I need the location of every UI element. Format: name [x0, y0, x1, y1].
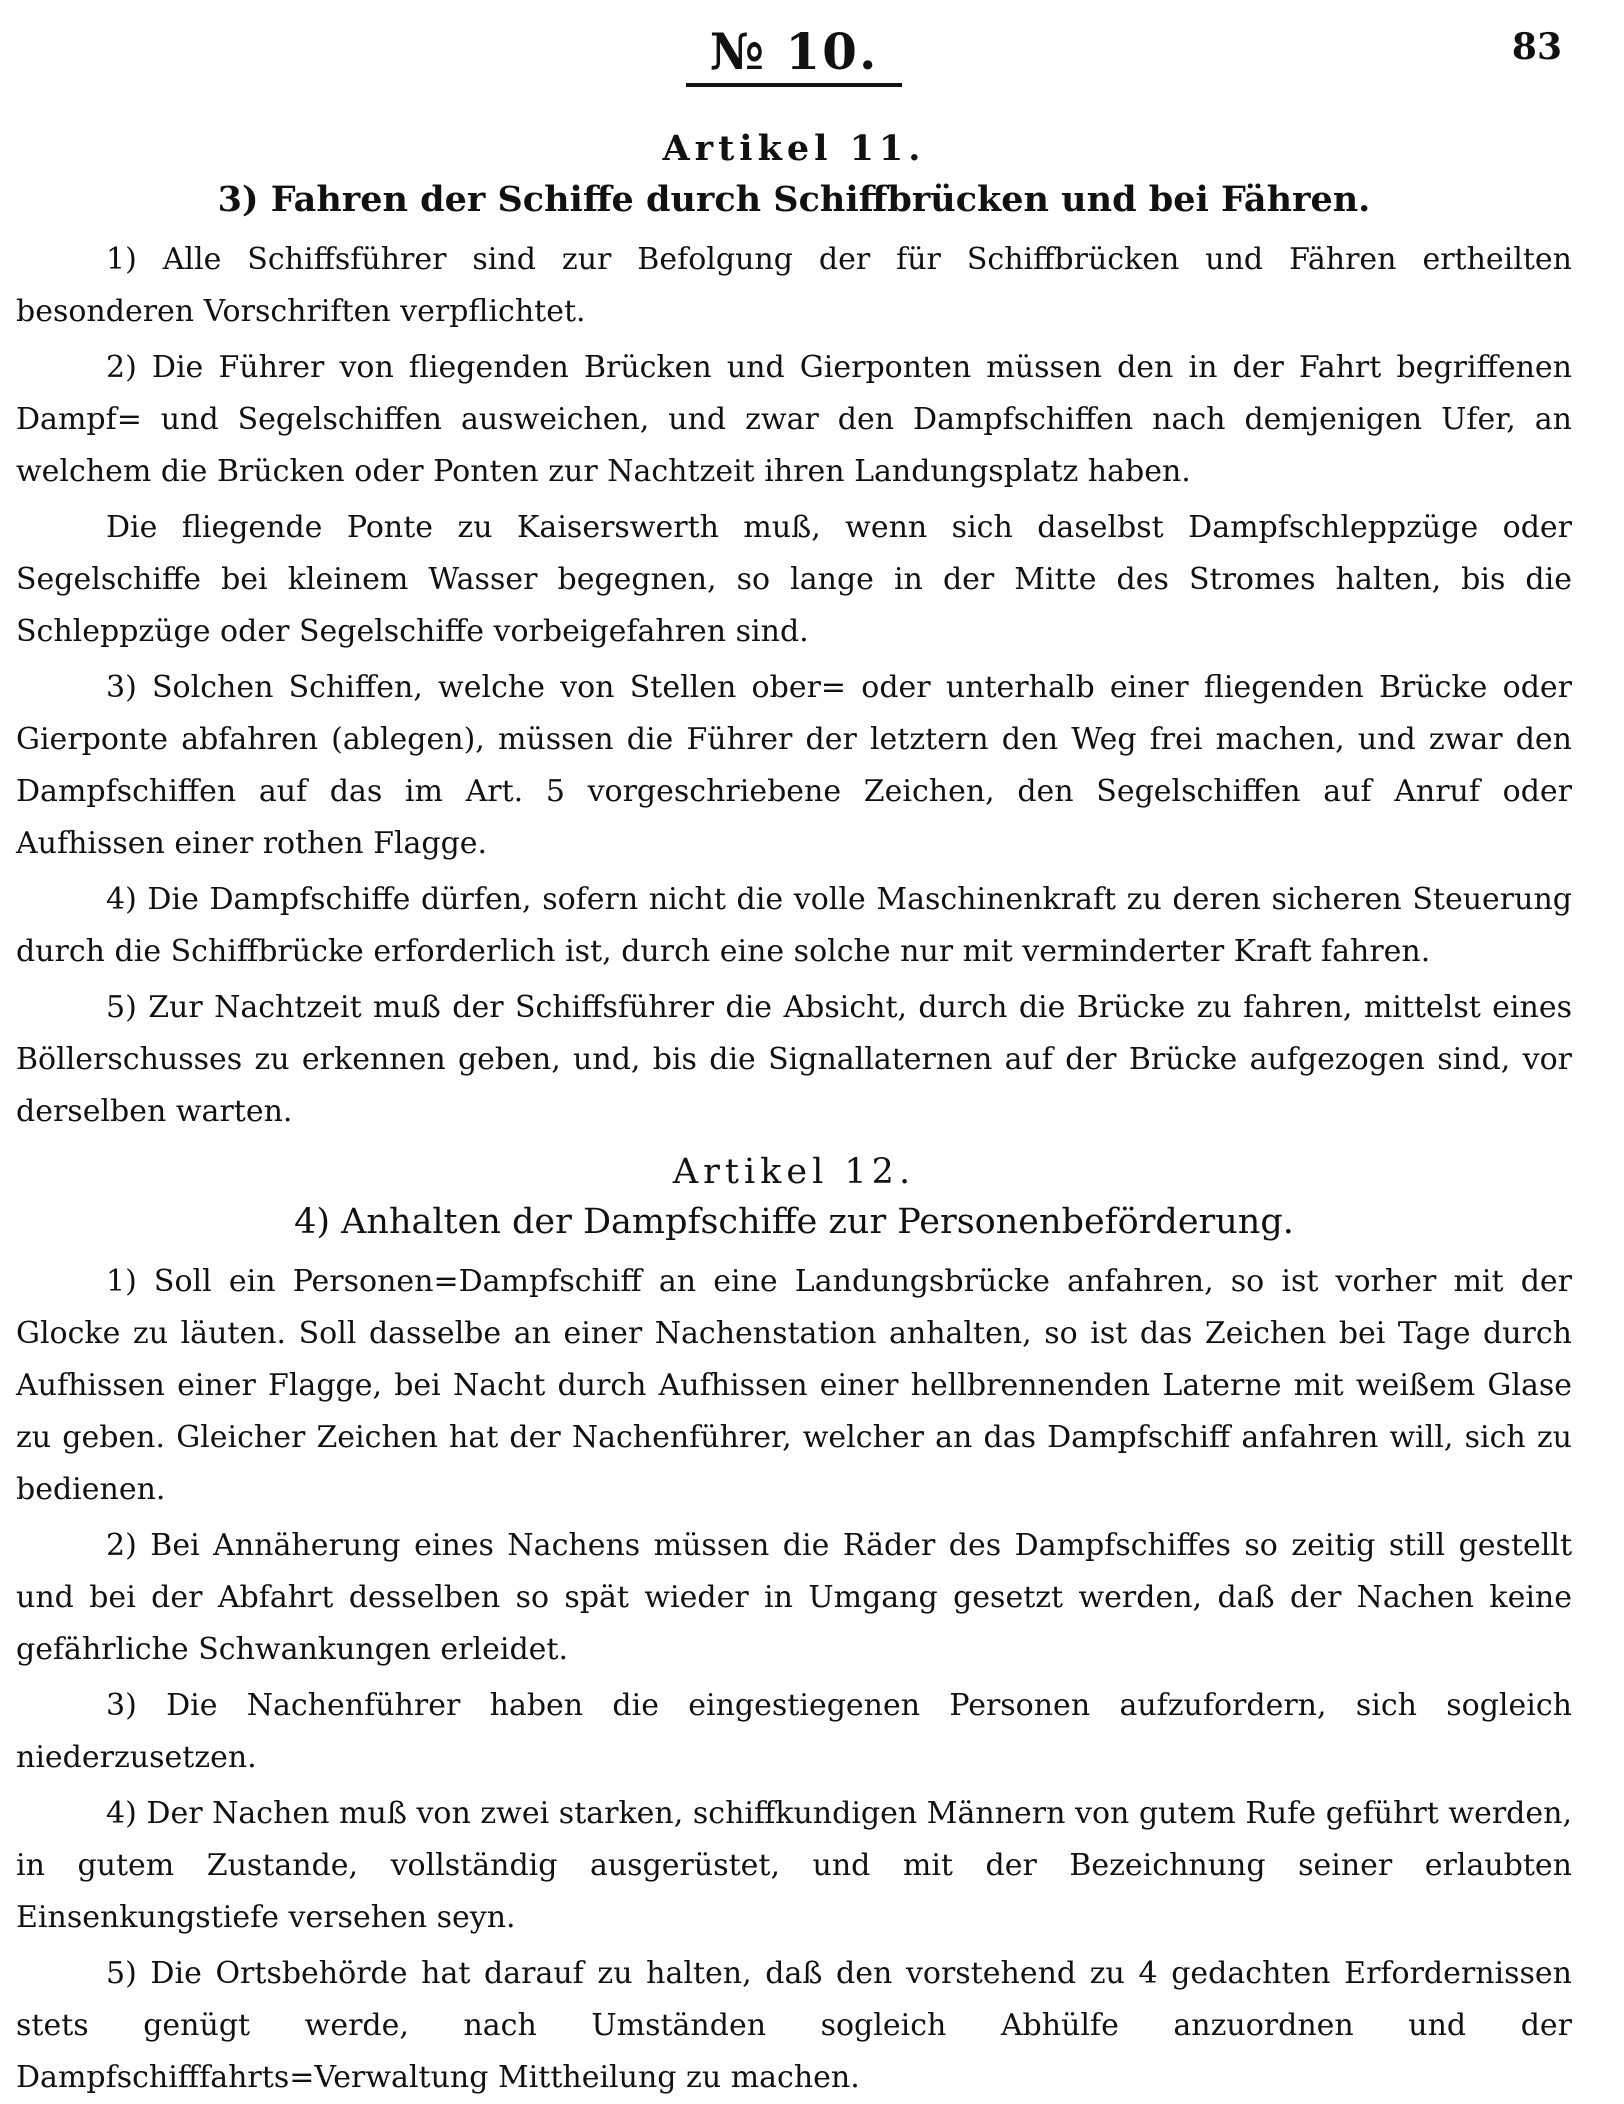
page-number: 83	[1511, 26, 1562, 68]
issue-number: № 10.	[16, 22, 1572, 87]
paragraph: 5) Zur Nachtzeit muß der Schiffsführer die Absicht, durch die Brücke zu fahren, mittelst eines Böllerschusses zu erkennen geben, und, bis die Signallaternen auf der Brücke aufgezogen sind, vor derselben warten.	[16, 990, 1572, 1129]
paragraph: 3) Solchen Schiffen, welche von Stellen ober= oder unterhalb einer fliegenden Brücke oder Gierponte abfahren (ablegen), müssen die Führer der letztern den Weg frei machen, und zwar den Dampfschiffen auf das im Art. 5 vorgeschriebene Zeichen, den Segelschiffen auf Anruf oder Aufhissen einer rothen Flagge.	[16, 670, 1572, 861]
article-title: Artikel 11.	[662, 128, 926, 169]
paragraph: 4) Die Dampfschiffe dürfen, sofern nicht die volle Maschinenkraft zu deren sicheren Steuerung durch die Schiffbrücke erforderlich ist, durch eine solche nur mit verminderter Kraft fahren.	[16, 882, 1572, 969]
paragraph: 1) Soll ein Personen=Dampfschiff an eine Landungsbrücke anfahren, so ist vorher mit der Glocke zu läuten. Soll dasselbe an einer Nachenstation anhalten, so ist das Zeichen bei Tage durch Aufhissen einer Flagge, bei Nacht durch Aufhissen einer hellbrennenden Laterne mit weißem Glase zu geben. Gleicher Zeichen hat der Nachenführer, welcher an das Dampfschiff anfahren will, sich zu bedienen.	[16, 1264, 1572, 1507]
article-title: Artikel 12.	[672, 1152, 916, 1192]
section-heading: 3) Fahren der Schiffe durch Schiffbrücken und bei Fähren.	[217, 179, 1371, 220]
paragraph: 3) Die Nachenführer haben die eingestiegenen Personen aufzufordern, sich sogleich niederzusetzen.	[16, 1688, 1572, 1775]
paragraph: 1) Alle Schiffsführer sind zur Befolgung der für Schiffbrücken und Fähren ertheilten besonderen Vorschriften verpflichtet.	[16, 242, 1572, 329]
section-heading: 4) Anhalten der Dampfschiffe zur Personenbeförderung.	[294, 1202, 1294, 1242]
article-11	[16, 128, 1572, 1138]
paragraph: 2) Bei Annäherung eines Nachens müssen die Räder des Dampfschiffes so zeitig still gestellt und bei der Abfahrt desselben so spät wieder in Umgang gesetzt werden, daß der Nachen keine gefährliche Schwankungen erleidet.	[16, 1528, 1572, 1667]
paragraph: 4) Der Nachen muß von zwei starken, schiffkundigen Männern von gutem Rufe geführt werden, in gutem Zustande, vollständig ausgerüstet, und mit der Bezeichnung seiner erlaubten Einsenkungstiefe versehen seyn.	[16, 1796, 1572, 1935]
paragraph: 5) Die Ortsbehörde hat darauf zu halten, daß den vorstehend zu 4 gedachten Erfordernissen stets genügt werde, nach Umständen sogleich Abhülfe anzuordnen und der Dampfschifffahrts=Verwaltung Mittheilung zu machen.	[16, 1956, 1572, 2095]
paragraph: Die fliegende Ponte zu Kaiserswerth muß, wenn sich daselbst Dampfschleppzüge oder Segelschiffe bei kleinem Wasser begegnen, so lange in der Mitte des Stromes halten, bis die Schleppzüge oder Segelschiffe vorbeigefahren sind.	[16, 510, 1572, 649]
paragraph: 2) Die Führer von fliegenden Brücken und Gierponten müssen den in der Fahrt begriffenen Dampf= und Segelschiffen ausweichen, und zwar den Dampfschiffen nach demjenigen Ufer, an welchem die Brücken oder Ponten zur Nachtzeit ihren Landungsplatz haben.	[16, 350, 1572, 489]
page-header	[16, 0, 1572, 118]
article-12	[16, 1152, 1572, 2104]
